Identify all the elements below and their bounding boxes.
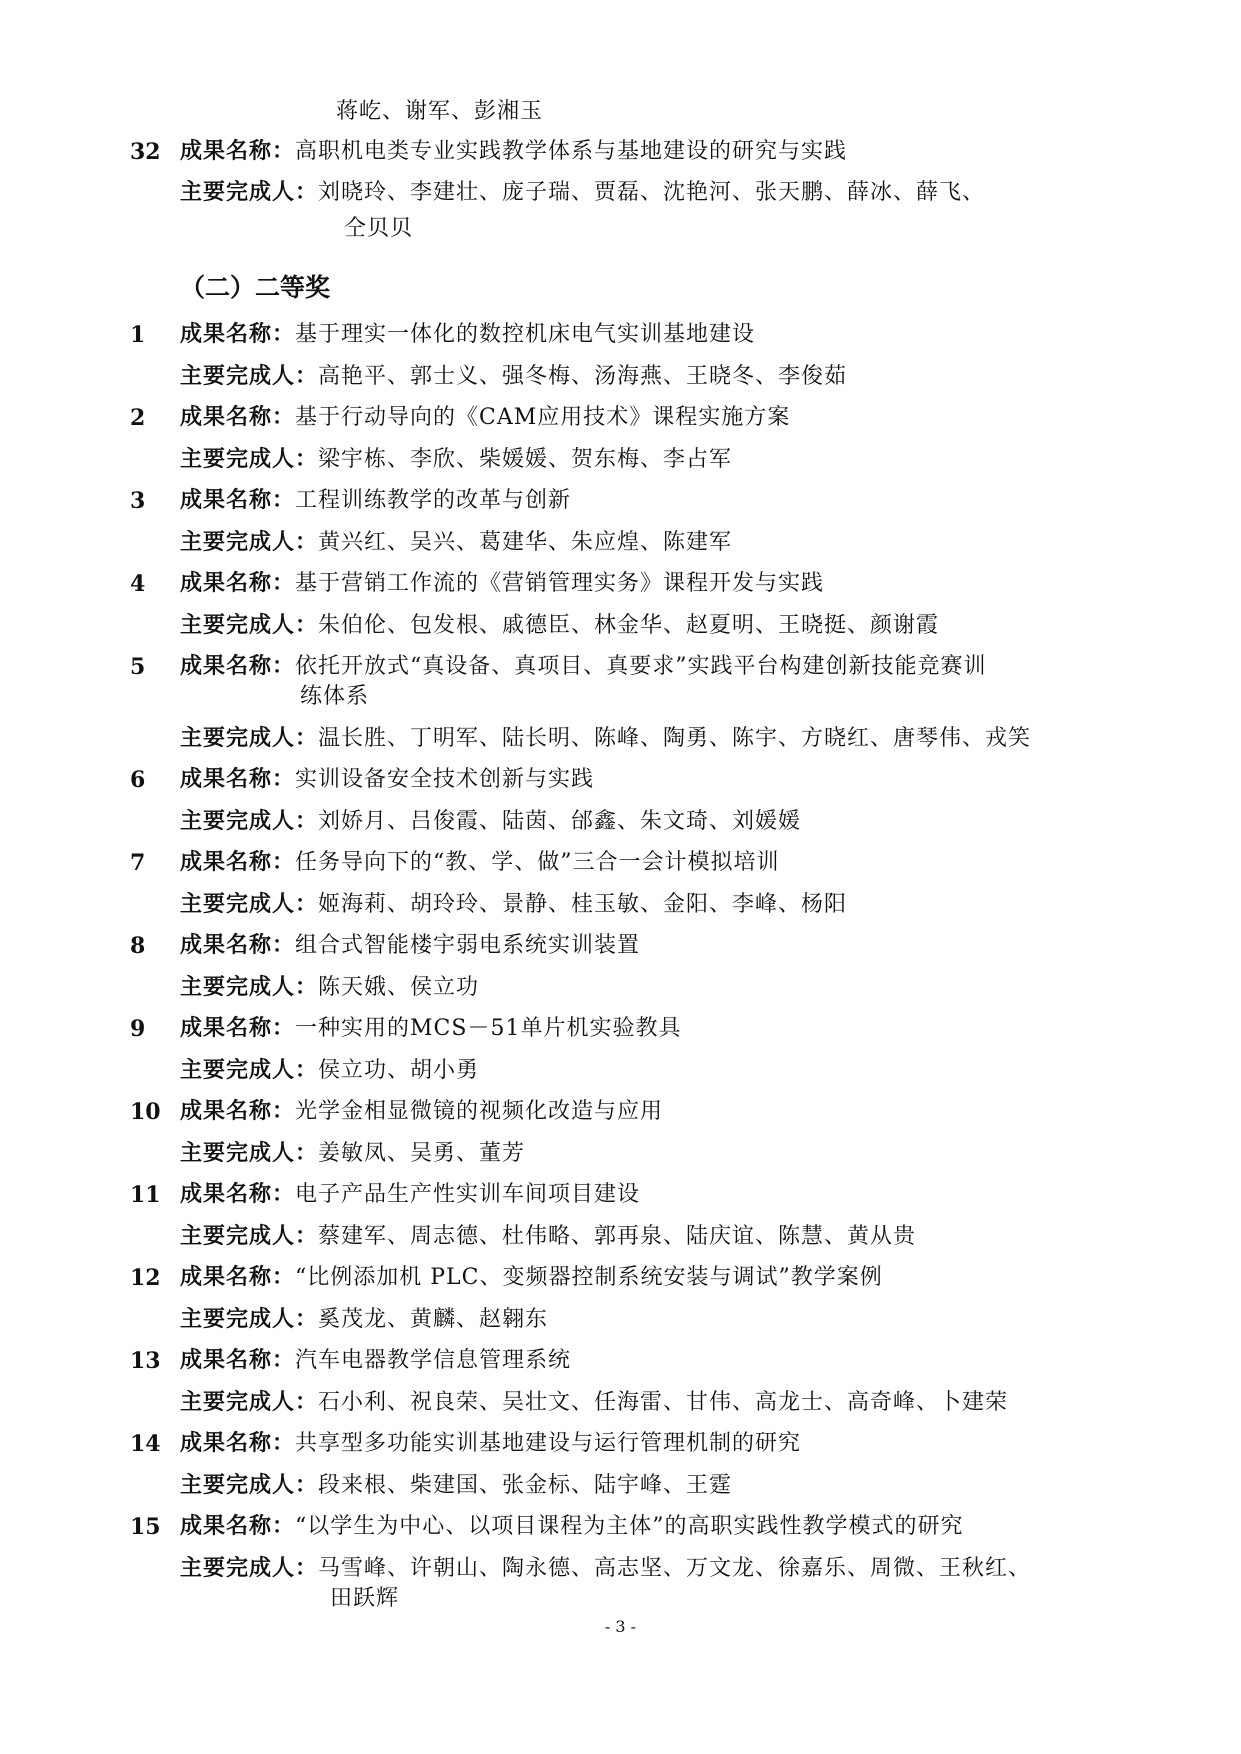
people-label: 主要完成人： (180, 363, 319, 389)
entry-name: 光学金相显微镜的视频化改造与应用 (295, 1099, 664, 1124)
entry-people-line (180, 362, 847, 392)
entry-people: 石小利、祝良荣、吴壮文、任海雷、甘伟、高龙士、高奇峰、卜建荣 (318, 1389, 1009, 1415)
name-label: 成果名称： (180, 571, 296, 596)
entry-people: 姜敏凤、吴勇、董芳 (318, 1140, 526, 1166)
entry-name: 任务导向下的“教、学、做”三合一会计模拟培训 (295, 850, 780, 875)
entry-name: 高职机电类专业实践教学体系与基地建设的研究与实践 (295, 139, 848, 164)
entry-number: 6 (130, 767, 146, 793)
entry-people-line (180, 1388, 1008, 1418)
entry-name: 实训设备安全技术创新与实践 (295, 767, 595, 792)
entry-name: 电子产品生产性实训车间项目建设 (295, 1182, 641, 1207)
entry-people-line (180, 890, 847, 920)
people-label: 主要完成人： (180, 446, 319, 472)
entry-name-line (180, 931, 640, 961)
people-label: 主要完成人： (180, 1306, 319, 1332)
entry-people: 温长胜、丁明军、陆长明、陈峰、陶勇、陈宇、方晓红、唐琴伟、戎笑 (318, 725, 1032, 751)
entry-people-cont: 仝贝贝 (344, 216, 414, 241)
entry-people: 马雪峰、许朝山、陶永德、高志坚、万文龙、徐嘉乐、周微、王秋红、 (318, 1555, 1032, 1581)
entry-name-line (180, 652, 987, 682)
entry-name-line (180, 320, 755, 350)
name-label: 成果名称： (180, 1099, 296, 1124)
entry-name-line (180, 1014, 681, 1044)
people-label: 主要完成人： (180, 891, 319, 917)
entry-people-line (180, 724, 1031, 754)
entry-people: 段来根、柴建国、张金标、陆宇峰、王霆 (318, 1472, 733, 1498)
entry-people: 刘娇月、吕俊霞、陆茵、邰鑫、朱文琦、刘媛媛 (318, 808, 802, 834)
page-number: - 3 - (604, 1617, 637, 1636)
entry-name-line (180, 1512, 964, 1542)
name-label: 成果名称： (180, 1016, 296, 1041)
entry-people: 侯立功、胡小勇 (318, 1057, 480, 1083)
entry-people: 黄兴红、吴兴、葛建华、朱应煌、陈建军 (318, 529, 733, 555)
people-label: 主要完成人： (180, 529, 319, 555)
entry-name: “以学生为中心、以项目课程为主体”的高职实践性教学模式的研究 (295, 1514, 964, 1539)
entry-name-line (180, 1346, 571, 1376)
entry-number: 13 (130, 1348, 161, 1374)
entry-name: 基于行动导向的《CAM应用技术》课程实施方案 (295, 405, 791, 430)
entry-people-line (180, 1471, 732, 1501)
entry-people: 奚茂龙、黄麟、赵翱东 (318, 1306, 549, 1332)
entry-name: 汽车电器教学信息管理系统 (295, 1348, 572, 1373)
entry-name: 基于理实一体化的数控机床电气实训基地建设 (295, 322, 756, 347)
entry-name: 基于营销工作流的《营销管理实务》课程开发与实践 (295, 571, 825, 596)
entry-name-line (180, 569, 824, 599)
entry-number: 1 (130, 322, 146, 348)
entry-number: 5 (130, 654, 146, 680)
entry-number: 12 (130, 1265, 161, 1291)
name-label: 成果名称： (180, 322, 296, 347)
name-label: 成果名称： (180, 654, 296, 679)
section-title: （二）二等奖 (180, 273, 331, 302)
entry-people: 梁宇栋、李欣、柴媛媛、贺东梅、李占军 (318, 446, 733, 472)
name-label: 成果名称： (180, 1431, 296, 1456)
entry-people: 姬海莉、胡玲玲、景静、桂玉敏、金阳、李峰、杨阳 (318, 891, 848, 917)
people-label: 主要完成人： (180, 1555, 319, 1581)
entry-name-line (180, 1263, 883, 1293)
entry-name-line (180, 403, 790, 433)
entry-people-line (180, 1139, 525, 1169)
entry-name: “比例添加机 PLC、变频器控制系统安装与调试”教学案例 (295, 1265, 883, 1290)
name-label: 成果名称： (180, 850, 296, 875)
entry-name-line (180, 765, 594, 795)
entry-people-line (180, 611, 939, 641)
entry-number: 10 (130, 1099, 161, 1125)
entry-name: 一种实用的MCS－51单片机实验教具 (295, 1016, 682, 1041)
people-label: 主要完成人： (180, 1472, 319, 1498)
people-label: 主要完成人： (180, 725, 319, 751)
entry-people-line (180, 1222, 916, 1252)
entry-name-line (180, 1097, 663, 1127)
entry-people-line (180, 1056, 479, 1086)
entry-number: 4 (130, 571, 146, 597)
entry-name-line (180, 1429, 801, 1459)
entry-people-line (180, 1305, 548, 1335)
entry-name-line (180, 1180, 640, 1210)
people-label: 主要完成人： (180, 612, 319, 638)
entry-number: 7 (130, 850, 146, 876)
entry-number: 14 (130, 1431, 161, 1457)
entry-name: 依托开放式“真设备、真项目、真要求”实践平台构建创新技能竞赛训 (295, 654, 987, 679)
entry-name: 工程训练教学的改革与创新 (295, 488, 572, 513)
entry-number: 3 (130, 488, 146, 514)
people-label: 主要完成人： (180, 180, 319, 205)
entry-people: 蔡建军、周志德、杜伟略、郭再泉、陆庆谊、陈慧、黄从贵 (318, 1223, 917, 1249)
people-label: 主要完成人： (180, 1140, 319, 1166)
entry-name: 组合式智能楼宇弱电系统实训装置 (295, 933, 641, 958)
entry-people-line (180, 178, 985, 208)
entry-people: 朱伯伦、包发根、戚德臣、林金华、赵夏明、王晓挺、颜谢霞 (318, 612, 940, 638)
name-label: 成果名称： (180, 139, 296, 164)
entry-number: 15 (130, 1514, 161, 1540)
entry-number: 32 (130, 139, 161, 165)
people-label: 主要完成人： (180, 808, 319, 834)
entry-people-line (180, 1554, 1031, 1584)
entry-number: 8 (130, 933, 146, 959)
entry-name: 共享型多功能实训基地建设与运行管理机制的研究 (295, 1431, 802, 1456)
entry-people-cont: 田跃辉 (330, 1585, 400, 1611)
name-label: 成果名称： (180, 1182, 296, 1207)
entry-name-line (180, 486, 571, 516)
entry-name-cont: 练体系 (300, 684, 370, 709)
name-label: 成果名称： (180, 933, 296, 958)
name-label: 成果名称： (180, 405, 296, 430)
entry-name-line (180, 137, 847, 167)
people-label: 主要完成人： (180, 1057, 319, 1083)
entry-people-line (180, 445, 732, 475)
people-label: 主要完成人： (180, 1389, 319, 1415)
entry-people-line (180, 973, 479, 1003)
continuation-people: 蒋屹、谢军、彭湘玉 (336, 99, 544, 124)
name-label: 成果名称： (180, 1265, 296, 1290)
name-label: 成果名称： (180, 488, 296, 513)
entry-people: 高艳平、郭士义、强冬梅、汤海燕、王晓冬、李俊茹 (318, 363, 848, 389)
people-label: 主要完成人： (180, 974, 319, 1000)
name-label: 成果名称： (180, 1348, 296, 1373)
name-label: 成果名称： (180, 1514, 296, 1539)
entry-people-line (180, 807, 801, 837)
entry-people: 陈天娥、侯立功 (318, 974, 480, 1000)
name-label: 成果名称： (180, 767, 296, 792)
entry-number: 11 (130, 1182, 161, 1208)
entry-people-line (180, 528, 732, 558)
entry-number: 2 (130, 405, 146, 431)
entry-people: 刘晓玲、李建壮、庞子瑞、贾磊、沈艳河、张天鹏、薛冰、薛飞、 (318, 180, 986, 205)
entry-name-line (180, 848, 780, 878)
people-label: 主要完成人： (180, 1223, 319, 1249)
entry-number: 9 (130, 1016, 146, 1042)
